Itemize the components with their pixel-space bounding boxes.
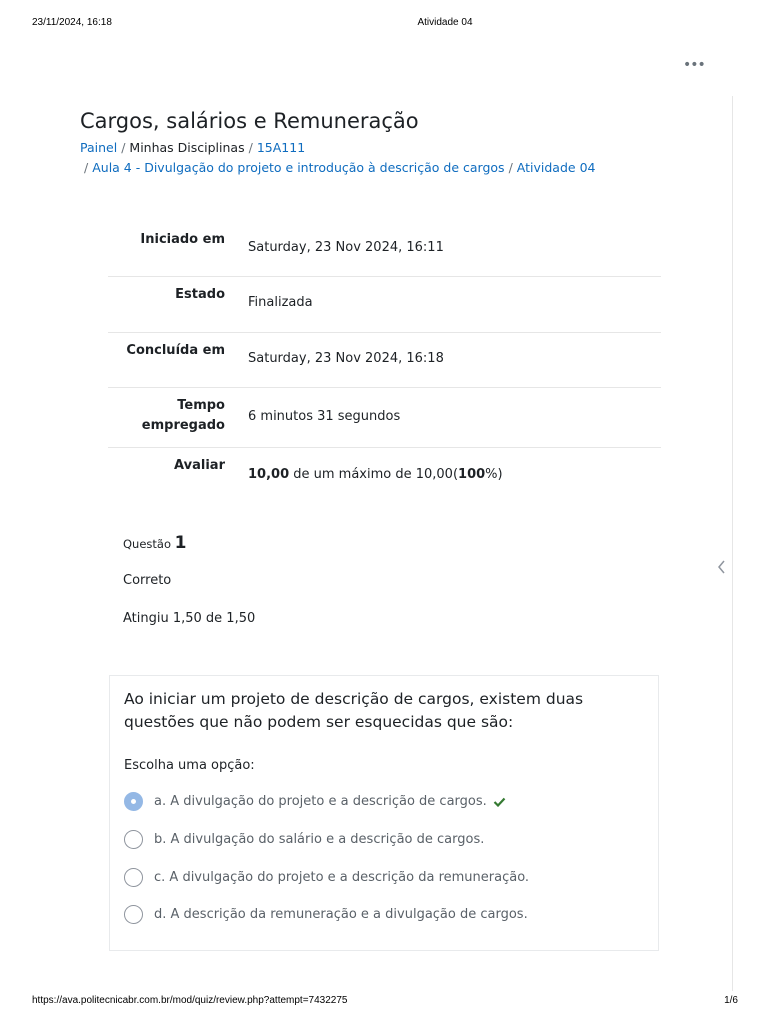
- summary-row-completed: [108, 333, 661, 388]
- summary-row-time-taken: [108, 388, 661, 448]
- radio[interactable]: [124, 905, 143, 924]
- breadcrumb-separator: /: [84, 160, 89, 175]
- summary-row-grade: [108, 448, 661, 498]
- question-grade: Atingiu 1,50 de 1,50: [123, 611, 256, 626]
- answer-option-c[interactable]: [124, 868, 644, 890]
- check-icon: [493, 797, 506, 807]
- breadcrumb: [80, 138, 720, 178]
- breadcrumb-minhas-disciplinas[interactable]: Minhas Disciplinas: [129, 140, 245, 155]
- summary-value: Saturday, 23 Nov 2024, 16:18: [248, 351, 444, 366]
- summary-value: 6 minutos 31 segundos: [248, 409, 401, 424]
- chevron-left-icon[interactable]: [715, 557, 729, 577]
- more-actions-icon[interactable]: •••: [683, 57, 705, 73]
- breadcrumb-separator: /: [248, 140, 253, 155]
- grade-suffix: %): [485, 467, 503, 482]
- grade-score: 10,00: [248, 467, 290, 482]
- answer-label: c. A divulgação do projeto e a descrição da remuneração.: [154, 870, 530, 885]
- answer-option-b[interactable]: [124, 830, 644, 852]
- breadcrumb-separator: /: [508, 160, 513, 175]
- answer-option-d[interactable]: [124, 905, 644, 927]
- summary-label: Iniciado em: [140, 232, 225, 247]
- print-title: Atividade 04: [417, 17, 473, 28]
- grade-max: de um máximo de 10,00(: [289, 467, 459, 482]
- breadcrumb-row-1: [80, 138, 720, 158]
- radio[interactable]: [124, 868, 143, 887]
- page-title: Cargos, salários e Remuneração: [80, 109, 419, 133]
- question-number: [123, 533, 187, 553]
- answer-prompt: Escolha uma opção:: [124, 758, 255, 773]
- breadcrumb-separator: /: [121, 140, 126, 155]
- summary-label: Avaliar: [174, 458, 225, 473]
- breadcrumb-aula-4[interactable]: Aula 4 - Divulgação do projeto e introdução à descrição de cargos: [92, 160, 505, 175]
- answer-option-a[interactable]: [124, 792, 644, 814]
- summary-row-started: [108, 222, 661, 277]
- question-state: Correto: [123, 573, 172, 588]
- grade-percent: 100: [458, 467, 486, 482]
- print-date: 23/11/2024, 16:18: [32, 17, 112, 28]
- breadcrumb-atividade-04[interactable]: Atividade 04: [516, 160, 596, 175]
- print-page-count: 1/6: [724, 995, 738, 1006]
- breadcrumb-course-code[interactable]: 15A111: [256, 140, 306, 155]
- summary-label: Tempo empregado: [141, 398, 225, 433]
- answer-label: d. A descrição da remuneração e a divulgação de cargos.: [154, 907, 528, 922]
- question-number-value: 1: [174, 533, 187, 553]
- drawer-divider: [732, 96, 733, 991]
- breadcrumb-row-2: [80, 158, 720, 178]
- summary-value: Finalizada: [248, 295, 313, 310]
- summary-label: Estado: [175, 287, 225, 302]
- summary-value-grade: [235, 448, 661, 498]
- question-info: [123, 533, 256, 626]
- question-text: Ao iniciar um projeto de descrição de cargos, existem duas questões que não podem ser esquecidas que são:: [124, 690, 584, 731]
- radio-checked[interactable]: [124, 792, 143, 811]
- radio[interactable]: [124, 830, 143, 849]
- summary-row-state: [108, 277, 661, 333]
- attempt-summary-table: [108, 222, 661, 498]
- answer-label: [154, 794, 506, 809]
- print-url: https://ava.politecnicabr.com.br/mod/quiz/review.php?attempt=7432275: [32, 995, 348, 1006]
- answer-label: b. A divulgação do salário e a descrição de cargos.: [154, 832, 485, 847]
- summary-value: Saturday, 23 Nov 2024, 16:11: [248, 240, 444, 255]
- summary-label: Concluída em: [126, 343, 225, 358]
- question-prefix: Questão: [123, 537, 171, 551]
- answer-label-text: a. A divulgação do projeto e a descrição de cargos.: [154, 794, 487, 809]
- breadcrumb-painel[interactable]: Painel: [80, 140, 118, 155]
- question-content: [109, 675, 659, 951]
